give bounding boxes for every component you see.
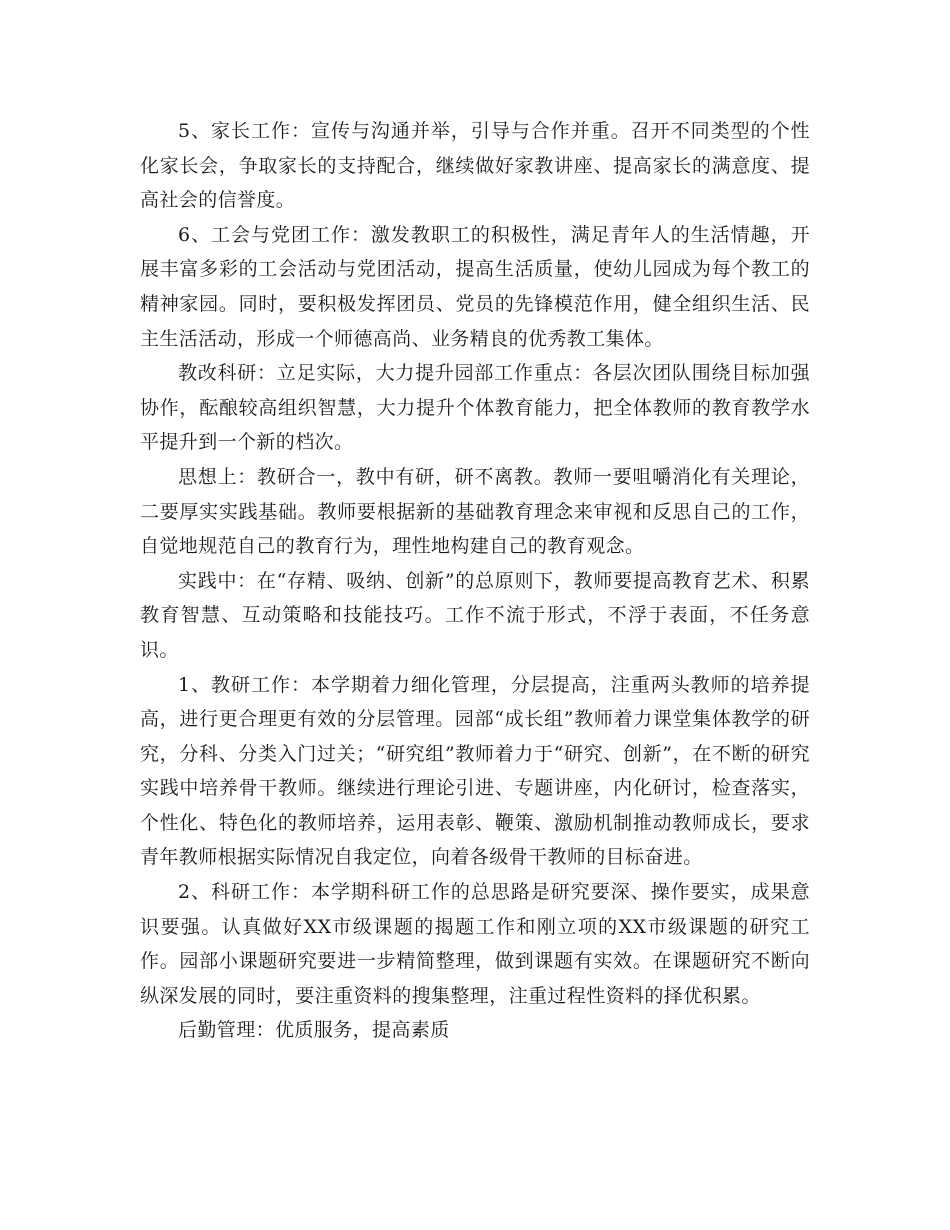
paragraph-teaching-reform-research: 教改科研：立足实际，大力提升园部工作重点：各层次团队围绕目标加强协作，酝酿较高组织智慧，大力提升个体教育能力，把全体教师的教育教学水平提升到一个新的档次。: [140, 362, 810, 454]
paragraph-logistics-management: 后勤管理：优质服务，提高素质: [178, 1019, 450, 1042]
paragraph-practice: 实践中：在“存精、吸纳、创新”的总原则下，教师要提高教育艺术、积累教育智慧、互动策略和技能技巧。工作不流于形式，不浮于表面，不任务意识。: [140, 569, 810, 661]
paragraph-teaching-research-work: 1、教研工作：本学期着力细化管理，分层提高，注重两头教师的培养提高，进行更合理更有效的分层管理。园部“成长组”教师着力课堂集体教学的研究，分科、分类入门过关；“研究组”教师着力于“研究、创新”，在不断的研究实践中培养骨干教师。继续进行理论引进、专题讲座，内化研讨，检查落实，个性化、特色化的教师培养，运用表彰、鞭策、激励机制推动教师成长，要求青年教师根据实际情况自我定位，向着各级骨干教师的目标奋进。: [140, 673, 810, 869]
paragraph-union-party-work: 6、工会与党团工作：激发教职工的积极性，满足青年人的生活情趣，开展丰富多彩的工会活动与党团活动，提高生活质量，使幼儿园成为每个教工的精神家园。同时，要积极发挥团员、党员的先锋模范作用，健全组织生活、民主生活活动，形成一个师德高尚、业务精良的优秀教工集体。: [140, 223, 810, 350]
paragraph-ideology: 思想上：教研合一，教中有研，研不离教。教师一要咀嚼消化有关理论，二要厚实实践基础。教师要根据新的基础教育理念来审视和反思自己的工作，自觉地规范自己的教育行为，理性地构建自己的教育观念。: [140, 465, 810, 558]
paragraph-parent-work: 5、家长工作：宣传与沟通并举，引导与合作并重。召开不同类型的个性化家长会，争取家长的支持配合，继续做好家教讲座、提高家长的满意度、提高社会的信誉度。: [140, 120, 810, 212]
paragraph-scientific-research-work: 2、科研工作：本学期科研工作的总思路是研究要深、操作要实，成果意识要强。认真做好XX市级课题的揭题工作和刚立项的XX市级课题的研究工作。园部小课题研究要进一步精简整理，做到课题有实效。在课题研究不断向纵深发展的同时，要注重资料的搜集整理，注重过程性资料的择优积累。: [140, 881, 810, 1007]
document-body: [140, 114, 810, 1048]
